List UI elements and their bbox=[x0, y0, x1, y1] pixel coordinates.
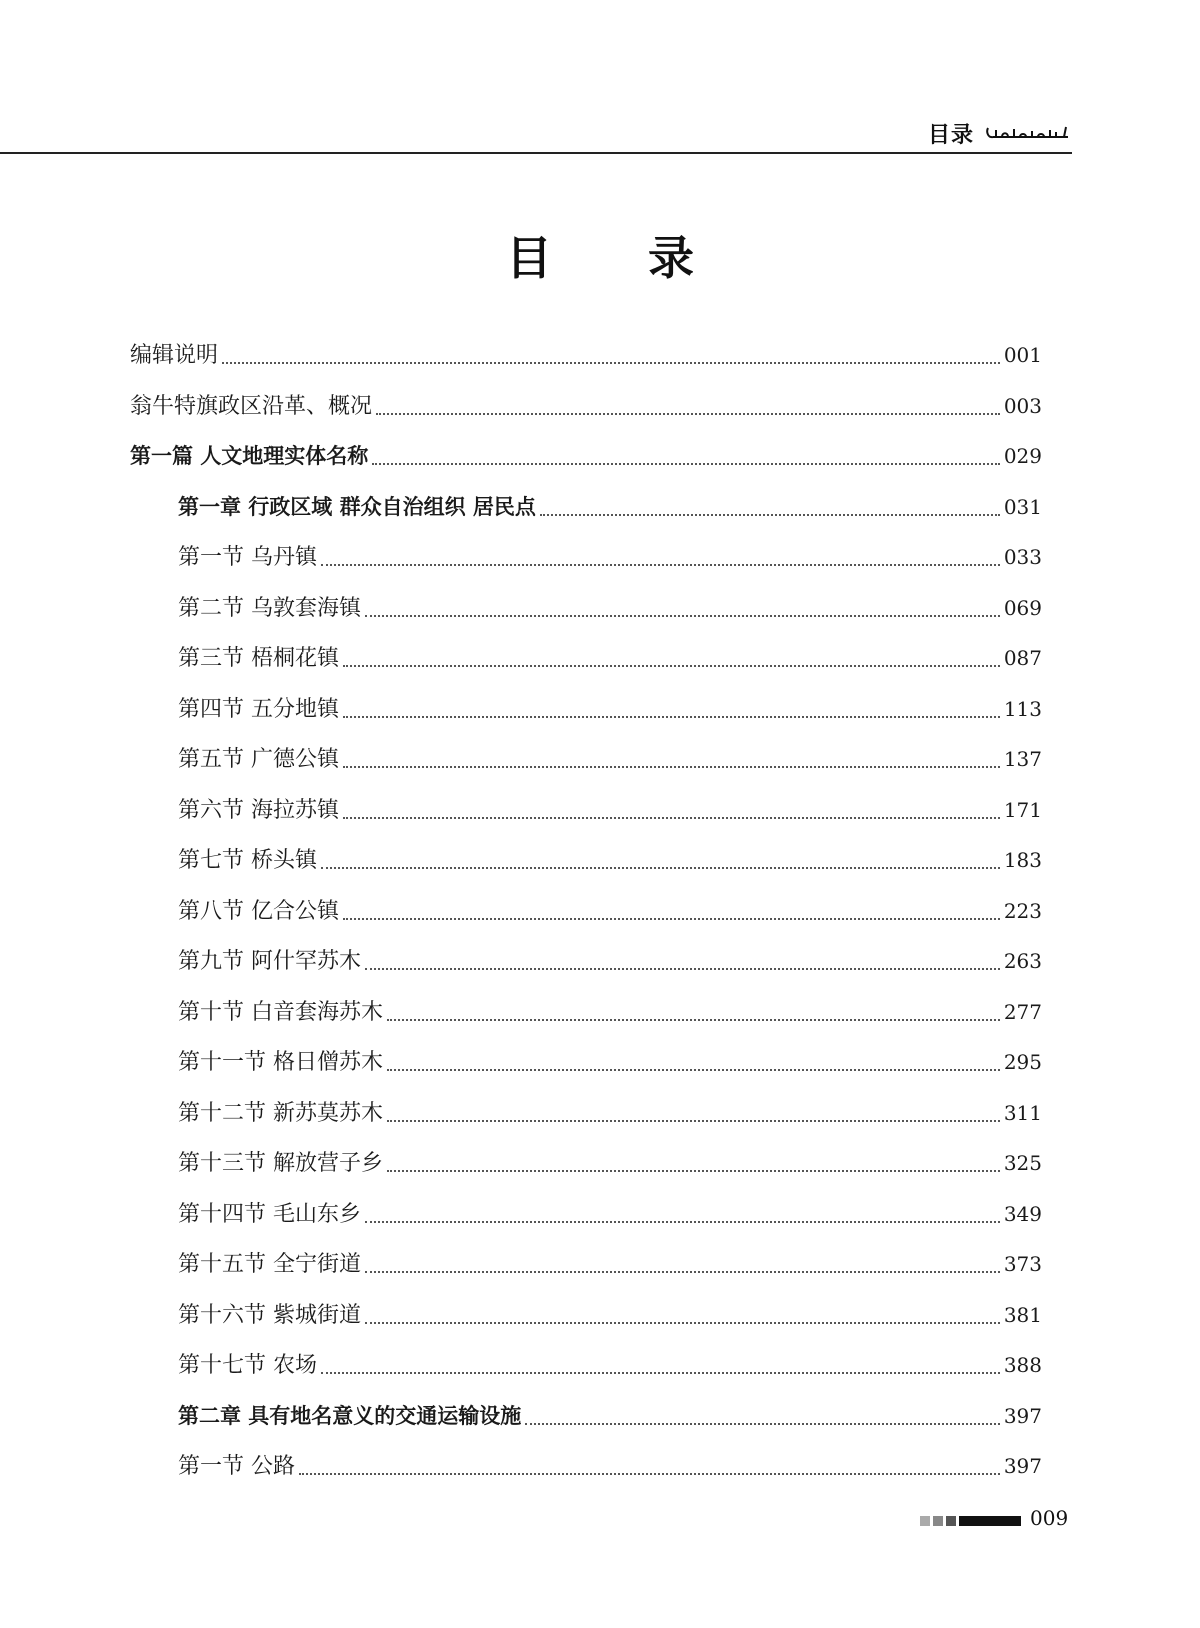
toc-entry-label: 第十二节 新苏莫苏木 bbox=[178, 1100, 383, 1126]
dot-leader bbox=[540, 514, 1000, 516]
dot-leader bbox=[365, 968, 1000, 970]
toc-entry[interactable] bbox=[130, 1037, 1042, 1088]
toc-entry-page: 349 bbox=[1003, 1201, 1042, 1226]
toc-entry-label: 第十一节 格日僧苏木 bbox=[178, 1050, 383, 1075]
toc-entry[interactable] bbox=[130, 633, 1042, 684]
toc-entry[interactable] bbox=[130, 330, 1042, 381]
toc-entry[interactable] bbox=[130, 1441, 1042, 1492]
page-title: 目 录 bbox=[505, 231, 734, 285]
toc-entry-label: 第八节 亿合公镇 bbox=[178, 898, 339, 924]
toc-entry-label: 第九节 阿什罕苏木 bbox=[178, 949, 361, 974]
dot-leader bbox=[365, 1271, 1000, 1273]
toc-entry-label: 第十三节 解放营子乡 bbox=[178, 1151, 383, 1176]
toc-entry[interactable] bbox=[130, 1088, 1042, 1139]
dot-leader bbox=[299, 1473, 1000, 1475]
toc-entry-label: 第十四节 毛山东乡 bbox=[178, 1201, 361, 1227]
toc-entry-page: 033 bbox=[1003, 545, 1042, 569]
toc-entry-page: 029 bbox=[1003, 444, 1042, 468]
dot-leader bbox=[343, 665, 1000, 667]
toc-entry-label: 第一章 行政区域 群众自治组织 居民点 bbox=[178, 494, 536, 519]
footer-bar-segment bbox=[933, 1516, 943, 1526]
dot-leader bbox=[365, 1221, 1000, 1223]
toc-entry-label: 第十六节 紫城街道 bbox=[178, 1302, 361, 1328]
toc-entry-page: 001 bbox=[1003, 343, 1042, 367]
toc-entry-label: 第五节 广德公镇 bbox=[178, 747, 339, 772]
toc-entry[interactable] bbox=[130, 987, 1042, 1038]
toc-entry[interactable] bbox=[130, 482, 1042, 533]
dot-leader bbox=[525, 1423, 1000, 1425]
toc-entry[interactable] bbox=[130, 431, 1042, 482]
running-header-title: 目录 bbox=[927, 123, 974, 148]
dot-leader bbox=[321, 564, 1000, 566]
toc-entry[interactable] bbox=[130, 1189, 1042, 1240]
toc-entry[interactable] bbox=[130, 583, 1042, 634]
toc-entry-label: 第二章 具有地名意义的交通运输设施 bbox=[178, 1403, 522, 1428]
toc-entry[interactable] bbox=[130, 1239, 1042, 1290]
dot-leader bbox=[387, 1019, 1000, 1021]
toc-entry[interactable] bbox=[130, 734, 1042, 785]
table-of-contents bbox=[130, 330, 1042, 1492]
toc-entry-label: 第三节 梧桐花镇 bbox=[178, 646, 339, 671]
toc-entry[interactable] bbox=[130, 886, 1042, 937]
toc-entry[interactable] bbox=[130, 835, 1042, 886]
toc-entry-page: 381 bbox=[1003, 1302, 1042, 1327]
toc-entry-label: 第一节 乌丹镇 bbox=[178, 545, 317, 570]
toc-entry[interactable] bbox=[130, 1138, 1042, 1189]
toc-entry-label: 翁牛特旗政区沿革、概况 bbox=[130, 393, 373, 419]
toc-entry-label: 第一节 公路 bbox=[178, 1454, 295, 1479]
dot-leader bbox=[321, 1372, 1000, 1374]
toc-entry-page: 031 bbox=[1003, 494, 1042, 519]
toc-entry-label: 第十节 白音套海苏木 bbox=[178, 999, 383, 1025]
toc-entry-page: 388 bbox=[1003, 1353, 1042, 1377]
toc-entry-page: 113 bbox=[1003, 696, 1042, 721]
toc-entry-page: 263 bbox=[1003, 949, 1042, 973]
toc-entry-page: 325 bbox=[1003, 1151, 1042, 1175]
toc-entry-page: 373 bbox=[1003, 1252, 1042, 1276]
running-header bbox=[0, 108, 1072, 154]
toc-entry[interactable] bbox=[130, 532, 1042, 583]
toc-entry-label: 第一篇 人文地理实体名称 bbox=[130, 444, 369, 468]
toc-entry-page: 087 bbox=[1003, 646, 1042, 670]
mongolian-script-emblem bbox=[984, 124, 1072, 142]
toc-entry[interactable] bbox=[130, 1290, 1042, 1341]
dot-leader bbox=[321, 867, 1000, 869]
toc-entry-page: 183 bbox=[1003, 848, 1042, 872]
toc-entry-label: 第四节 五分地镇 bbox=[178, 696, 339, 722]
dot-leader bbox=[343, 766, 1000, 768]
toc-entry-page: 137 bbox=[1003, 747, 1042, 771]
dot-leader bbox=[343, 918, 1000, 920]
dot-leader bbox=[387, 1069, 1000, 1071]
toc-entry-label: 第六节 海拉苏镇 bbox=[178, 797, 339, 823]
toc-entry-label: 第十五节 全宁街道 bbox=[178, 1252, 361, 1277]
dot-leader bbox=[387, 1120, 1000, 1122]
toc-entry-label: 第十七节 农场 bbox=[178, 1353, 317, 1378]
toc-entry[interactable] bbox=[130, 785, 1042, 836]
toc-entry-page: 069 bbox=[1003, 595, 1042, 620]
toc-entry[interactable] bbox=[130, 684, 1042, 735]
dot-leader bbox=[387, 1170, 1000, 1172]
toc-entry-page: 223 bbox=[1003, 898, 1042, 923]
toc-entry[interactable] bbox=[130, 1340, 1042, 1391]
dot-leader bbox=[372, 463, 1000, 465]
dot-leader bbox=[365, 1322, 1000, 1324]
toc-entry-page: 277 bbox=[1003, 999, 1042, 1024]
toc-entry-label: 第七节 桥头镇 bbox=[178, 848, 317, 873]
footer-bar-segment bbox=[959, 1516, 1021, 1526]
toc-entry-page: 171 bbox=[1003, 797, 1042, 822]
dot-leader bbox=[222, 362, 1000, 364]
dot-leader bbox=[376, 413, 1000, 415]
toc-entry-label: 第二节 乌敦套海镇 bbox=[178, 595, 361, 621]
toc-entry[interactable] bbox=[130, 936, 1042, 987]
toc-entry[interactable] bbox=[130, 1391, 1042, 1442]
toc-entry[interactable] bbox=[130, 381, 1042, 432]
toc-entry-page: 003 bbox=[1003, 393, 1042, 418]
page-number: 009 bbox=[1030, 1506, 1069, 1530]
footer-bar-segment bbox=[920, 1516, 930, 1526]
toc-entry-page: 397 bbox=[1003, 1403, 1042, 1428]
toc-entry-label: 编辑说明 bbox=[130, 343, 219, 368]
page-footer bbox=[920, 1506, 1070, 1534]
dot-leader bbox=[343, 817, 1000, 819]
dot-leader bbox=[365, 615, 1000, 617]
dot-leader bbox=[343, 716, 1000, 718]
toc-entry-page: 295 bbox=[1003, 1050, 1042, 1074]
footer-bar-segment bbox=[946, 1516, 956, 1526]
toc-entry-page: 397 bbox=[1003, 1454, 1042, 1478]
toc-entry-page: 311 bbox=[1003, 1100, 1042, 1125]
